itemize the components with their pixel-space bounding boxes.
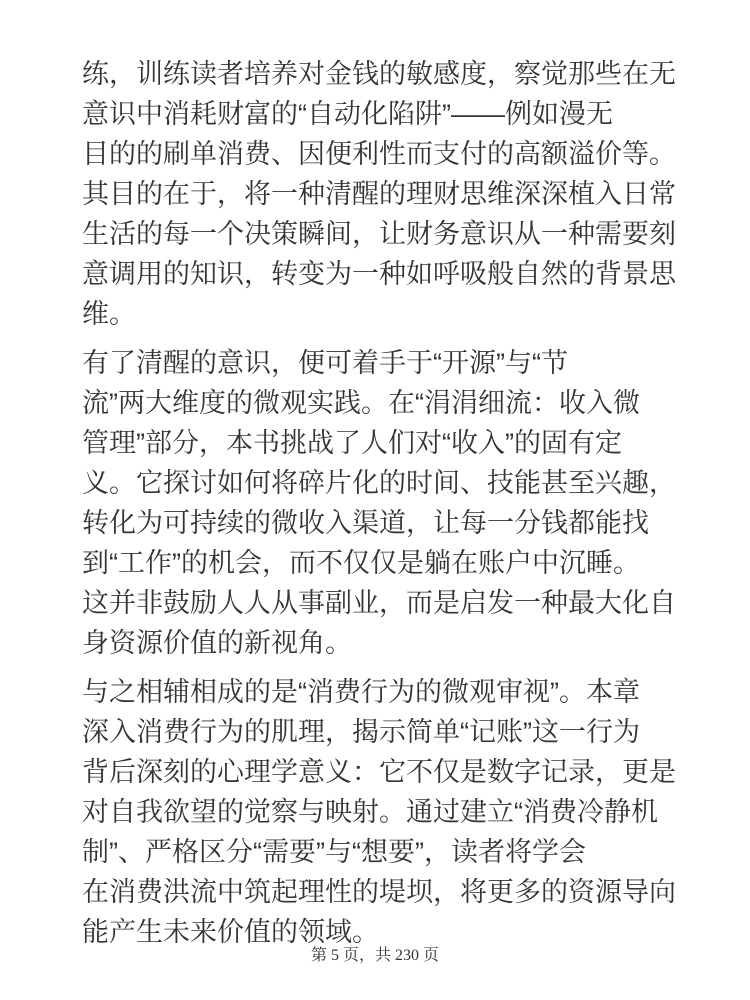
text-line: 维。 — [82, 299, 136, 329]
text-line: 到“工作”的机会，而不仅仅是躺在账户中沉睡。 — [82, 548, 640, 578]
text-line: 意识中消耗财富的“自动化陷阱”——例如漫无 — [82, 99, 613, 129]
text-line: 制”、严格区分“需要”与“想要”，读者将学会 — [82, 837, 586, 867]
text-line: 背后深刻的心理学意义：它不仅是数字记录，更是 — [82, 757, 676, 787]
text-line: 练，训练读者培养对金钱的敏感度，察觉那些在无 — [82, 59, 676, 89]
text-line: 流”两大维度的微观实践。在“涓涓细流：收入微 — [82, 388, 640, 418]
text-line: 其目的在于，将一种清醒的理财思维深深植入日常 — [82, 179, 676, 209]
text-line: 身资源价值的新视角。 — [82, 628, 352, 658]
text-line: 生活的每一个决策瞬间，让财务意识从一种需要刻 — [82, 219, 676, 249]
text-line: 有了清醒的意识，便可着手于“开源”与“节 — [82, 348, 568, 378]
page-number-indicator: 第 5 页，共 230 页 — [310, 947, 439, 964]
text-line: 义。它探讨如何将碎片化的时间、技能甚至兴趣， — [82, 468, 676, 498]
text-line: 意调用的知识，转变为一种如呼吸般自然的背景思 — [82, 259, 676, 289]
text-line: 对自我欲望的觉察与映射。通过建立“消费冷静机 — [82, 797, 658, 827]
text-line: 转化为可持续的微收入渠道，让每一分钱都能找 — [82, 508, 649, 538]
text-line: 在消费洪流中筑起理性的堤坝，将更多的资源导向 — [82, 877, 676, 907]
text-line: 目的的刷单消费、因便利性而支付的高额溢价等。 — [82, 139, 676, 169]
text-line: 能产生未来价值的领域。 — [82, 917, 379, 947]
text-line: 管理”部分，本书挑战了人们对“收入”的固有定 — [82, 428, 622, 458]
text-line: 与之相辅相成的是“消费行为的微观审视”。本章 — [82, 677, 640, 707]
page-footer — [0, 946, 750, 966]
paragraph-2 — [82, 343, 702, 663]
text-line: 深入消费行为的肌理，揭示简单“记账”这一行为 — [82, 717, 640, 747]
document-content — [82, 54, 702, 952]
text-line: 这并非鼓励人人从事副业，而是启发一种最大化自 — [82, 588, 676, 618]
paragraph-1 — [82, 54, 702, 334]
paragraph-3 — [82, 672, 702, 952]
